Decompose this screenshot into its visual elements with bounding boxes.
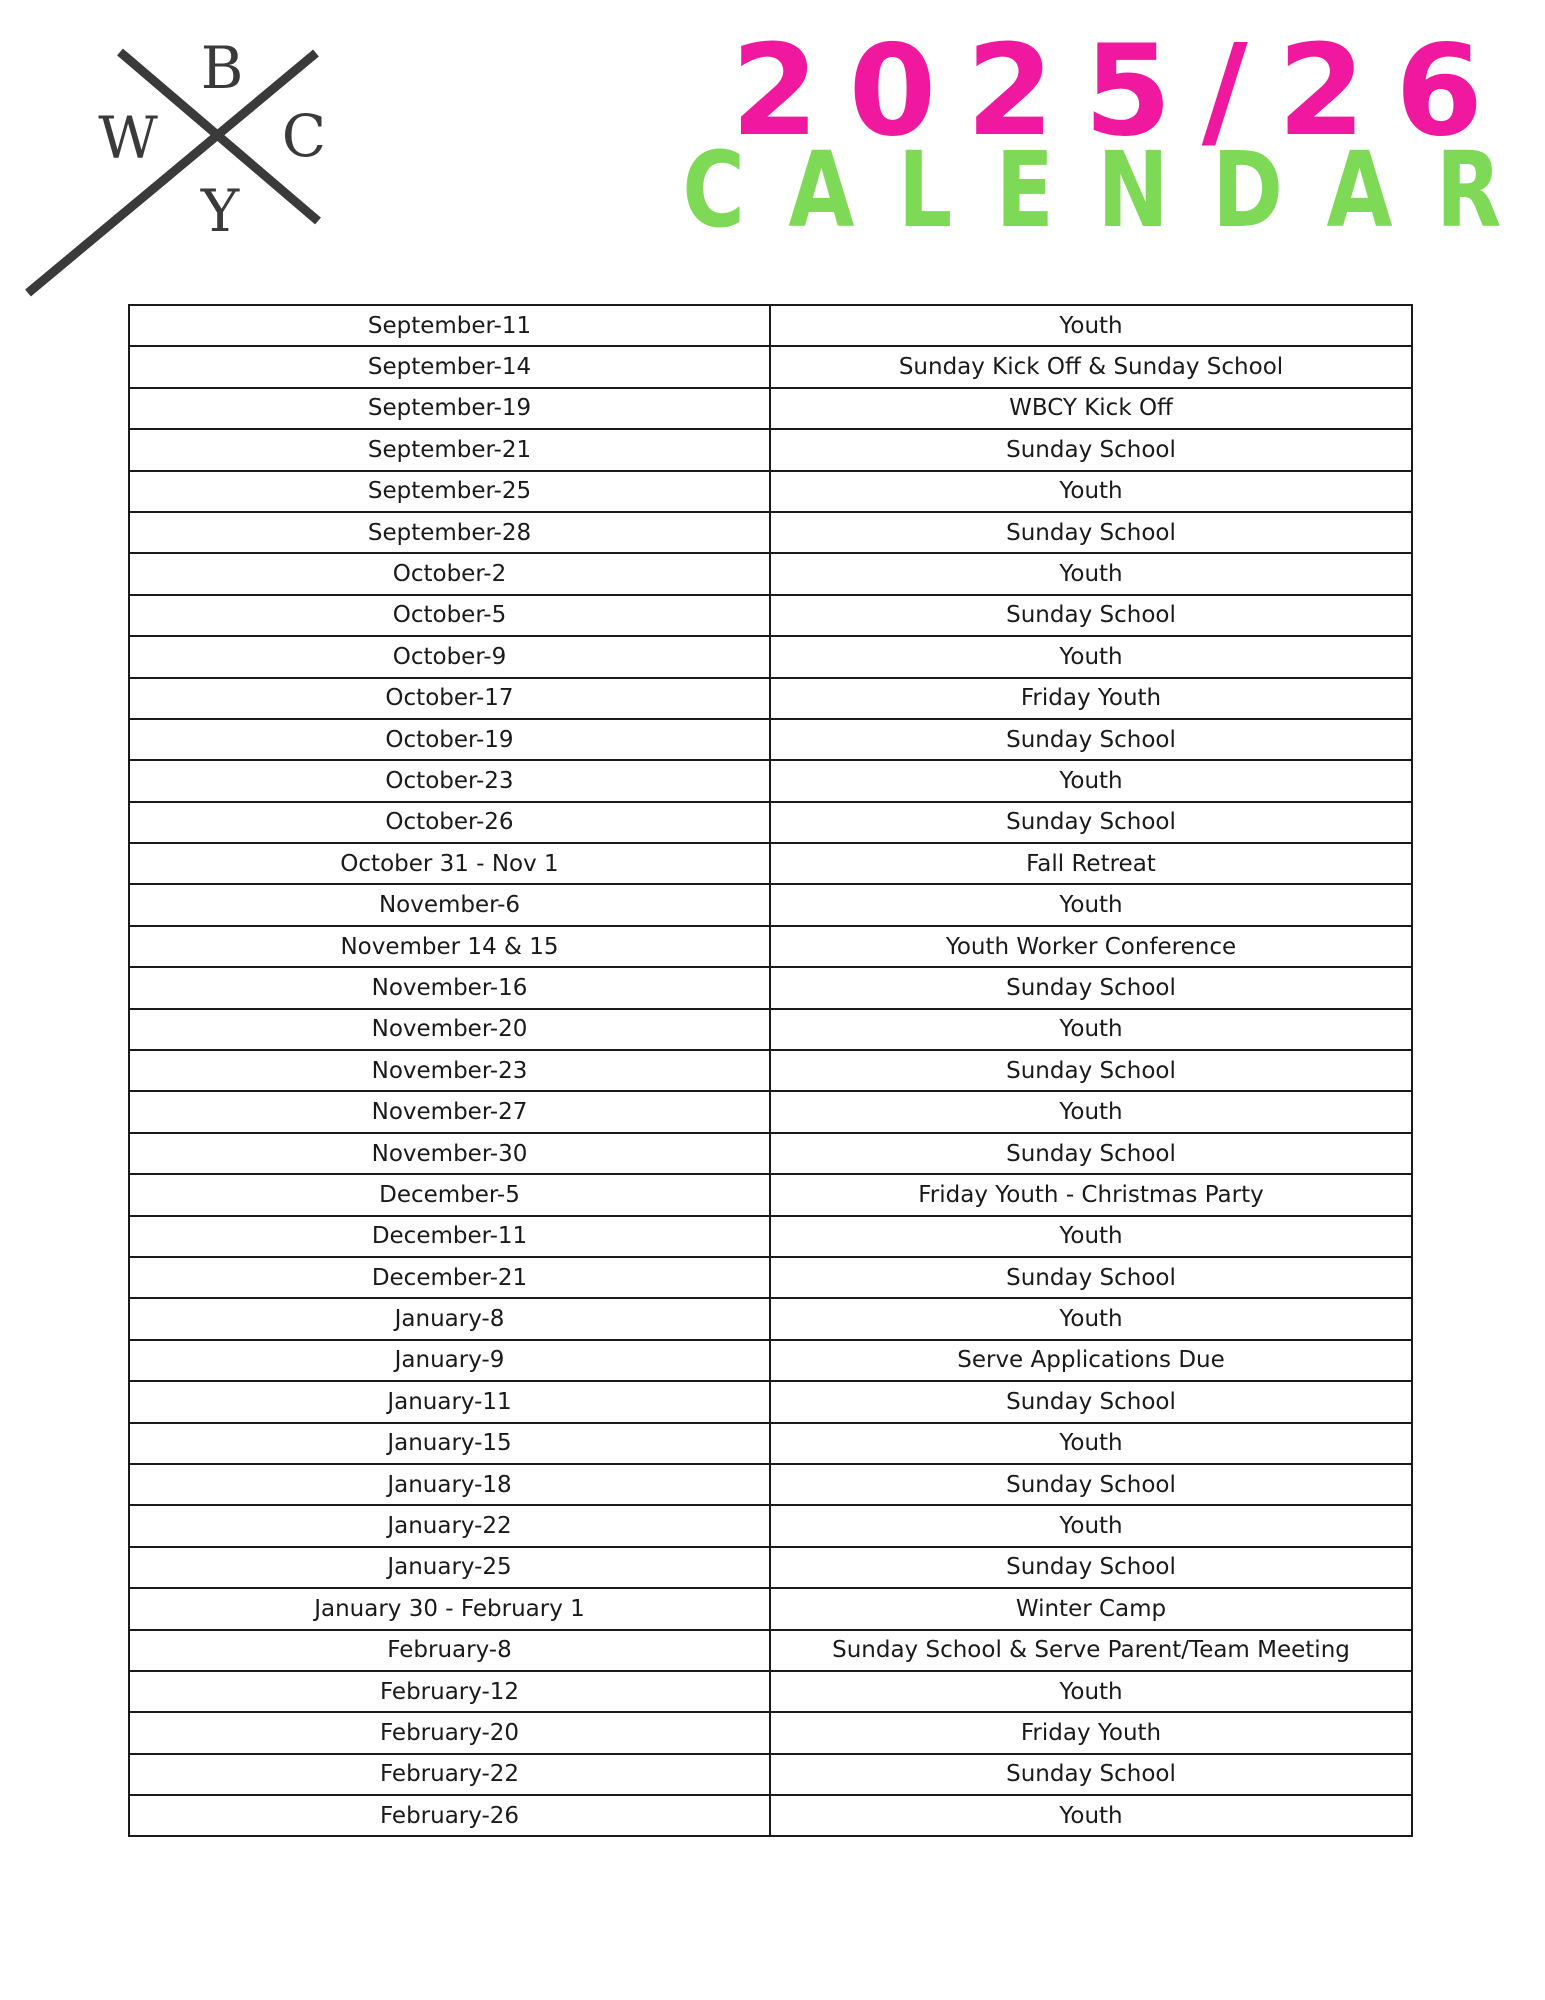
schedule-date-cell: September-25 <box>129 471 770 512</box>
schedule-event-cell: Sunday School <box>770 429 1412 470</box>
schedule-date-cell: November-20 <box>129 1009 770 1050</box>
schedule-event-cell: Youth <box>770 305 1412 346</box>
schedule-row <box>129 1091 1412 1132</box>
schedule-date-cell: September-11 <box>129 305 770 346</box>
logo-letter-right: C <box>281 102 327 170</box>
schedule-event-cell: Youth <box>770 1423 1412 1464</box>
schedule-row <box>129 1381 1412 1422</box>
schedule-date-cell: October-26 <box>129 802 770 843</box>
schedule-event-cell: Youth <box>770 1009 1412 1050</box>
schedule-date-cell: January-9 <box>129 1340 770 1381</box>
schedule-date-cell: January 30 - February 1 <box>129 1588 770 1629</box>
schedule-event-cell: Youth <box>770 884 1412 925</box>
schedule-row <box>129 760 1412 801</box>
schedule-date-cell: November-27 <box>129 1091 770 1132</box>
schedule-row <box>129 1588 1412 1629</box>
schedule-event-cell: Youth <box>770 1671 1412 1712</box>
schedule-event-cell: Youth <box>770 553 1412 594</box>
schedule-event-cell: Sunday School <box>770 595 1412 636</box>
schedule-row <box>129 1547 1412 1588</box>
schedule-row <box>129 967 1412 1008</box>
calendar-year-title: 2025/26 <box>730 17 1513 164</box>
schedule-date-cell: December-21 <box>129 1257 770 1298</box>
schedule-date-cell: November-30 <box>129 1133 770 1174</box>
schedule-event-cell: Sunday School <box>770 967 1412 1008</box>
schedule-event-cell: Youth <box>770 1091 1412 1132</box>
schedule-event-cell: Youth <box>770 636 1412 677</box>
schedule-date-cell: September-21 <box>129 429 770 470</box>
schedule-date-cell: October-17 <box>129 678 770 719</box>
schedule-event-cell: Youth <box>770 1298 1412 1339</box>
schedule-date-cell: January-25 <box>129 1547 770 1588</box>
schedule-date-cell: January-18 <box>129 1464 770 1505</box>
schedule-date-cell: February-12 <box>129 1671 770 1712</box>
schedule-event-cell: Winter Camp <box>770 1588 1412 1629</box>
schedule-event-cell: Friday Youth <box>770 1712 1412 1753</box>
schedule-date-cell: November-23 <box>129 1050 770 1091</box>
schedule-row <box>129 1174 1412 1215</box>
schedule-date-cell: November 14 & 15 <box>129 926 770 967</box>
schedule-date-cell: February-8 <box>129 1630 770 1671</box>
calendar-subtitle: CALENDAR <box>682 129 1545 251</box>
schedule-date-cell: January-11 <box>129 1381 770 1422</box>
wbcy-logo-mark <box>22 38 342 298</box>
schedule-date-cell: February-22 <box>129 1754 770 1795</box>
schedule-row <box>129 1009 1412 1050</box>
logo-cross-line-2 <box>28 53 316 293</box>
schedule-event-cell: Sunday School <box>770 1133 1412 1174</box>
schedule-row <box>129 1298 1412 1339</box>
schedule-row <box>129 429 1412 470</box>
schedule-date-cell: September-19 <box>129 388 770 429</box>
logo-letter-top: B <box>200 38 244 102</box>
schedule-event-cell: Sunday School <box>770 802 1412 843</box>
schedule-row <box>129 305 1412 346</box>
schedule-date-cell: September-14 <box>129 346 770 387</box>
schedule-date-cell: December-5 <box>129 1174 770 1215</box>
schedule-date-cell: January-15 <box>129 1423 770 1464</box>
schedule-date-cell: February-20 <box>129 1712 770 1753</box>
schedule-row <box>129 553 1412 594</box>
schedule-date-cell: December-11 <box>129 1216 770 1257</box>
schedule-row <box>129 512 1412 553</box>
schedule-row <box>129 843 1412 884</box>
schedule-event-cell: Fall Retreat <box>770 843 1412 884</box>
logo-letter-left: W <box>98 104 158 172</box>
schedule-event-cell: Youth <box>770 1795 1412 1836</box>
schedule-row <box>129 595 1412 636</box>
schedule-event-cell: Friday Youth <box>770 678 1412 719</box>
logo-letter-bottom: Y <box>200 177 240 245</box>
schedule-date-cell: September-28 <box>129 512 770 553</box>
schedule-event-cell: Sunday Kick Off & Sunday School <box>770 346 1412 387</box>
schedule-row <box>129 802 1412 843</box>
schedule-date-cell: February-26 <box>129 1795 770 1836</box>
schedule-event-cell: Youth <box>770 471 1412 512</box>
schedule-row <box>129 1671 1412 1712</box>
schedule-row <box>129 1795 1412 1836</box>
schedule-date-cell: November-6 <box>129 884 770 925</box>
schedule-event-cell: Friday Youth - Christmas Party <box>770 1174 1412 1215</box>
schedule-date-cell: January-22 <box>129 1505 770 1546</box>
schedule-row <box>129 1754 1412 1795</box>
schedule-row <box>129 1712 1412 1753</box>
schedule-row <box>129 678 1412 719</box>
schedule-event-cell: Sunday School <box>770 1257 1412 1298</box>
schedule-date-cell: October-9 <box>129 636 770 677</box>
schedule-event-cell: Sunday School <box>770 512 1412 553</box>
wbcy-logo <box>22 38 342 298</box>
schedule-event-cell: Sunday School <box>770 1050 1412 1091</box>
schedule-table <box>128 304 1413 1837</box>
schedule-row <box>129 1505 1412 1546</box>
schedule-row <box>129 1050 1412 1091</box>
schedule-date-cell: October-19 <box>129 719 770 760</box>
schedule-event-cell: Sunday School <box>770 719 1412 760</box>
schedule-event-cell: Youth <box>770 760 1412 801</box>
schedule-event-cell: Youth <box>770 1216 1412 1257</box>
schedule-event-cell: Sunday School <box>770 1464 1412 1505</box>
schedule-row <box>129 1133 1412 1174</box>
schedule-event-cell: Youth Worker Conference <box>770 926 1412 967</box>
schedule-event-cell: Serve Applications Due <box>770 1340 1412 1381</box>
schedule-event-cell: Youth <box>770 1505 1412 1546</box>
schedule-row <box>129 1464 1412 1505</box>
schedule-date-cell: October-2 <box>129 553 770 594</box>
schedule-event-cell: Sunday School <box>770 1754 1412 1795</box>
schedule-row <box>129 1340 1412 1381</box>
schedule-row <box>129 471 1412 512</box>
schedule-event-cell: Sunday School <box>770 1381 1412 1422</box>
schedule-row <box>129 719 1412 760</box>
schedule-date-cell: November-16 <box>129 967 770 1008</box>
schedule-row <box>129 1423 1412 1464</box>
schedule-event-cell: WBCY Kick Off <box>770 388 1412 429</box>
schedule-row <box>129 1630 1412 1671</box>
schedule-row <box>129 926 1412 967</box>
schedule-event-cell: Sunday School <box>770 1547 1412 1588</box>
schedule-date-cell: October 31 - Nov 1 <box>129 843 770 884</box>
schedule-body <box>129 305 1412 1836</box>
schedule-row <box>129 1216 1412 1257</box>
schedule-row <box>129 1257 1412 1298</box>
schedule-date-cell: January-8 <box>129 1298 770 1339</box>
schedule-row <box>129 388 1412 429</box>
schedule-row <box>129 636 1412 677</box>
schedule-date-cell: October-23 <box>129 760 770 801</box>
schedule-row <box>129 346 1412 387</box>
schedule-date-cell: October-5 <box>129 595 770 636</box>
schedule-row <box>129 884 1412 925</box>
schedule-event-cell: Sunday School & Serve Parent/Team Meeting <box>770 1630 1412 1671</box>
